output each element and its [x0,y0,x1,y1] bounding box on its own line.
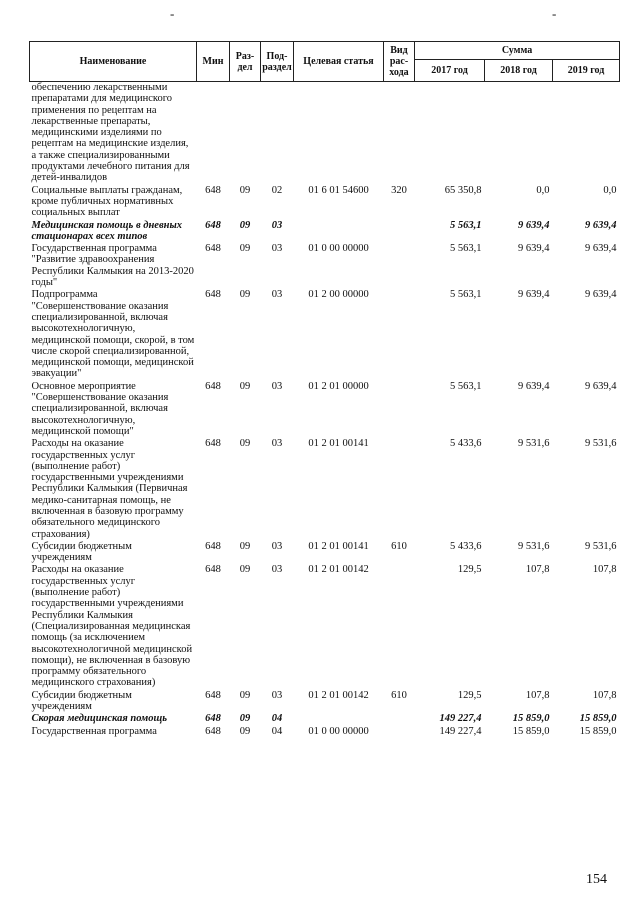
cell-vid [384,564,415,689]
cell-2019: 9 531,6 [585,540,617,552]
cell-2017: 149 227,4 [439,725,482,737]
cell-article: 01 0 00 00000 [308,243,369,255]
cell-2017: 5 563,1 [450,289,482,301]
cell-article: 01 2 00 00000 [308,289,369,301]
table-row [30,185,620,220]
cell-name: Государственная программа [31,725,157,737]
cell-article: 01 2 01 00000 [308,380,369,392]
cell-2019: 0,0 [603,184,617,196]
cell-name: Социальные выплаты гражданам, кроме публичных нормативных социальных выплат [31,184,183,219]
table-row [30,726,620,738]
cell-2018: 0,0 [536,184,550,196]
cell-min: 648 [205,689,221,701]
header-2019: 2019 год [553,60,620,82]
cell-vid [384,438,415,541]
cell-2019: 9 639,4 [585,243,617,255]
cell-2018: 15 859,0 [512,713,550,725]
cell-vid: 320 [391,184,407,196]
cell-name: Государственная программа "Развитие здравоохранения Республики Калмыкия на 2013-2020 годы" [31,243,194,289]
cell-min [197,82,230,185]
cell-name: Медицинская помощь в дневных стационарах всех типов [31,219,183,242]
cell-razdel: 09 [239,184,251,196]
cell-podrazdel: 03 [271,540,283,552]
cell-2017: 5 563,1 [450,380,482,392]
cell-2017: 5 433,6 [450,540,482,552]
table-row [30,243,620,289]
cell-razdel [230,82,261,185]
page-number: 154 [586,872,607,887]
cell-article [294,82,384,185]
table-row [30,220,620,244]
cell-min: 648 [205,438,221,450]
cell-podrazdel: 03 [271,243,283,255]
cell-2018: 107,8 [525,564,550,576]
cell-razdel: 09 [239,564,251,576]
cell-2018: 9 531,6 [518,540,550,552]
cell-name: Подпрограмма "Совершенствование оказания специализированной, включая высокотехнологичную, медицинской помощи, скорой, в том числе скорой специализированной, медицинской помощи, медицинской эвакуации" [31,289,195,380]
cell-min: 648 [205,540,221,552]
cell-2018: 15 859,0 [512,725,550,737]
cell-vid: 610 [391,540,407,552]
cell-name: обеспечению лекарственными препаратами для медицинского применения по рецептам на лекарственные препараты, медицинскими изделиями по рецептам на медицинские изделия, а также специализированными продуктами лечебного питания для детей-инвалидов [31,82,190,184]
cell-article: 01 2 01 00142 [308,564,369,576]
cell-2019: 9 639,4 [585,219,617,231]
cell-razdel: 09 [239,219,251,231]
cell-2019 [553,82,620,185]
table-body [30,82,620,738]
cell-2019: 9 639,4 [585,380,617,392]
cell-vid [384,713,415,725]
table-row [30,438,620,541]
cell-razdel: 09 [239,289,251,301]
cell-2017: 149 227,4 [439,713,482,725]
table-row [30,289,620,380]
cell-2018: 9 639,4 [518,380,550,392]
cell-podrazdel: 03 [271,219,283,231]
cell-article: 01 0 00 00000 [308,725,369,737]
cell-2018: 9 639,4 [518,289,550,301]
cell-2019: 107,8 [592,564,617,576]
table-row [30,82,620,185]
cell-2019: 15 859,0 [579,725,617,737]
cell-min: 648 [205,564,221,576]
cell-vid: 610 [391,689,407,701]
table-row [30,541,620,565]
cell-podrazdel: 04 [271,725,283,737]
cell-podrazdel: 04 [271,713,283,725]
cell-min: 648 [205,219,221,231]
cell-podrazdel [261,82,294,185]
cell-min: 648 [205,289,221,301]
budget-table [29,41,620,738]
cell-razdel: 09 [239,689,251,701]
cell-article [294,220,384,244]
cell-2018: 9 531,6 [518,438,550,450]
cell-name: Расходы на оказание государственных услуг (выполнение работ) государственными учреждениями Республики Калмыкия (Первичная медико-санитарная помощь, не включенная в базовую программу обязательного медицинского страхования) [31,438,188,540]
cell-2017: 129,5 [457,689,482,701]
cell-name: Субсидии бюджетным учреждениям [31,540,132,564]
cell-2018: 9 639,4 [518,219,550,231]
cell-podrazdel: 03 [271,289,283,301]
header-name: Наименование [30,42,197,82]
cell-razdel: 09 [239,243,251,255]
cell-min: 648 [205,725,221,737]
cell-2017: 5 563,1 [450,243,482,255]
cell-min: 648 [205,243,221,255]
cell-vid [384,82,415,185]
cell-2017: 5 433,6 [450,438,482,450]
cell-vid [384,289,415,380]
cell-podrazdel: 03 [271,380,283,392]
cell-razdel: 09 [239,380,251,392]
cell-name: Основное мероприятие "Совершенствование оказания специализированной, включая высокотехнологичную, медицинской помощи" [31,380,169,437]
cell-vid [384,381,415,438]
cell-2017: 5 563,1 [450,219,482,231]
cell-2019: 9 639,4 [585,289,617,301]
cell-vid [384,726,415,738]
header-min: Мин [197,42,230,82]
cell-2018: 107,8 [525,689,550,701]
cell-2017 [415,82,485,185]
table-row [30,713,620,725]
cell-name: Скорая медицинская помощь [31,713,168,725]
table-row [30,564,620,689]
header-summa: Сумма [415,42,620,60]
cell-article: 01 2 01 00141 [308,438,369,450]
header-vid: Вид рас-хода [384,42,415,82]
cell-razdel: 09 [239,713,251,725]
cell-2018: 9 639,4 [518,243,550,255]
cell-podrazdel: 03 [271,438,283,450]
top-mark-left: - [170,6,175,21]
cell-razdel: 09 [239,438,251,450]
cell-2018 [485,82,553,185]
table-header [30,42,620,82]
cell-article: 01 2 01 00141 [308,540,369,552]
cell-2019: 15 859,0 [579,713,617,725]
cell-2019: 9 531,6 [585,438,617,450]
cell-podrazdel: 03 [271,689,283,701]
header-podrazdel: Под-раздел [261,42,294,82]
cell-min: 648 [205,184,221,196]
cell-min: 648 [205,380,221,392]
header-2017: 2017 год [415,60,485,82]
cell-2017: 65 350,8 [444,184,482,196]
cell-min: 648 [205,713,221,725]
cell-article [294,713,384,725]
table-row [30,690,620,714]
table-row [30,381,620,438]
cell-podrazdel: 02 [271,184,283,196]
header-article: Целевая статья [294,42,384,82]
cell-razdel: 09 [239,540,251,552]
cell-name: Субсидии бюджетным учреждениям [31,689,132,713]
cell-name: Расходы на оказание государственных услуг (выполнение работ) государственными учреждениями Республики Калмыкия (Специализированная медицинская помощь (за исключением высокотехнологичной медицинской помощи), не включенная в базовую программу обязательного медицинского страхования) [31,564,193,689]
top-mark-right: - [552,6,557,21]
cell-vid [384,243,415,289]
header-2018: 2018 год [485,60,553,82]
cell-2017: 129,5 [457,564,482,576]
cell-podrazdel: 03 [271,564,283,576]
cell-razdel: 09 [239,725,251,737]
cell-vid [384,220,415,244]
cell-2019: 107,8 [592,689,617,701]
cell-article: 01 6 01 54600 [308,184,369,196]
cell-article: 01 2 01 00142 [308,689,369,701]
header-razdel: Раз-дел [230,42,261,82]
